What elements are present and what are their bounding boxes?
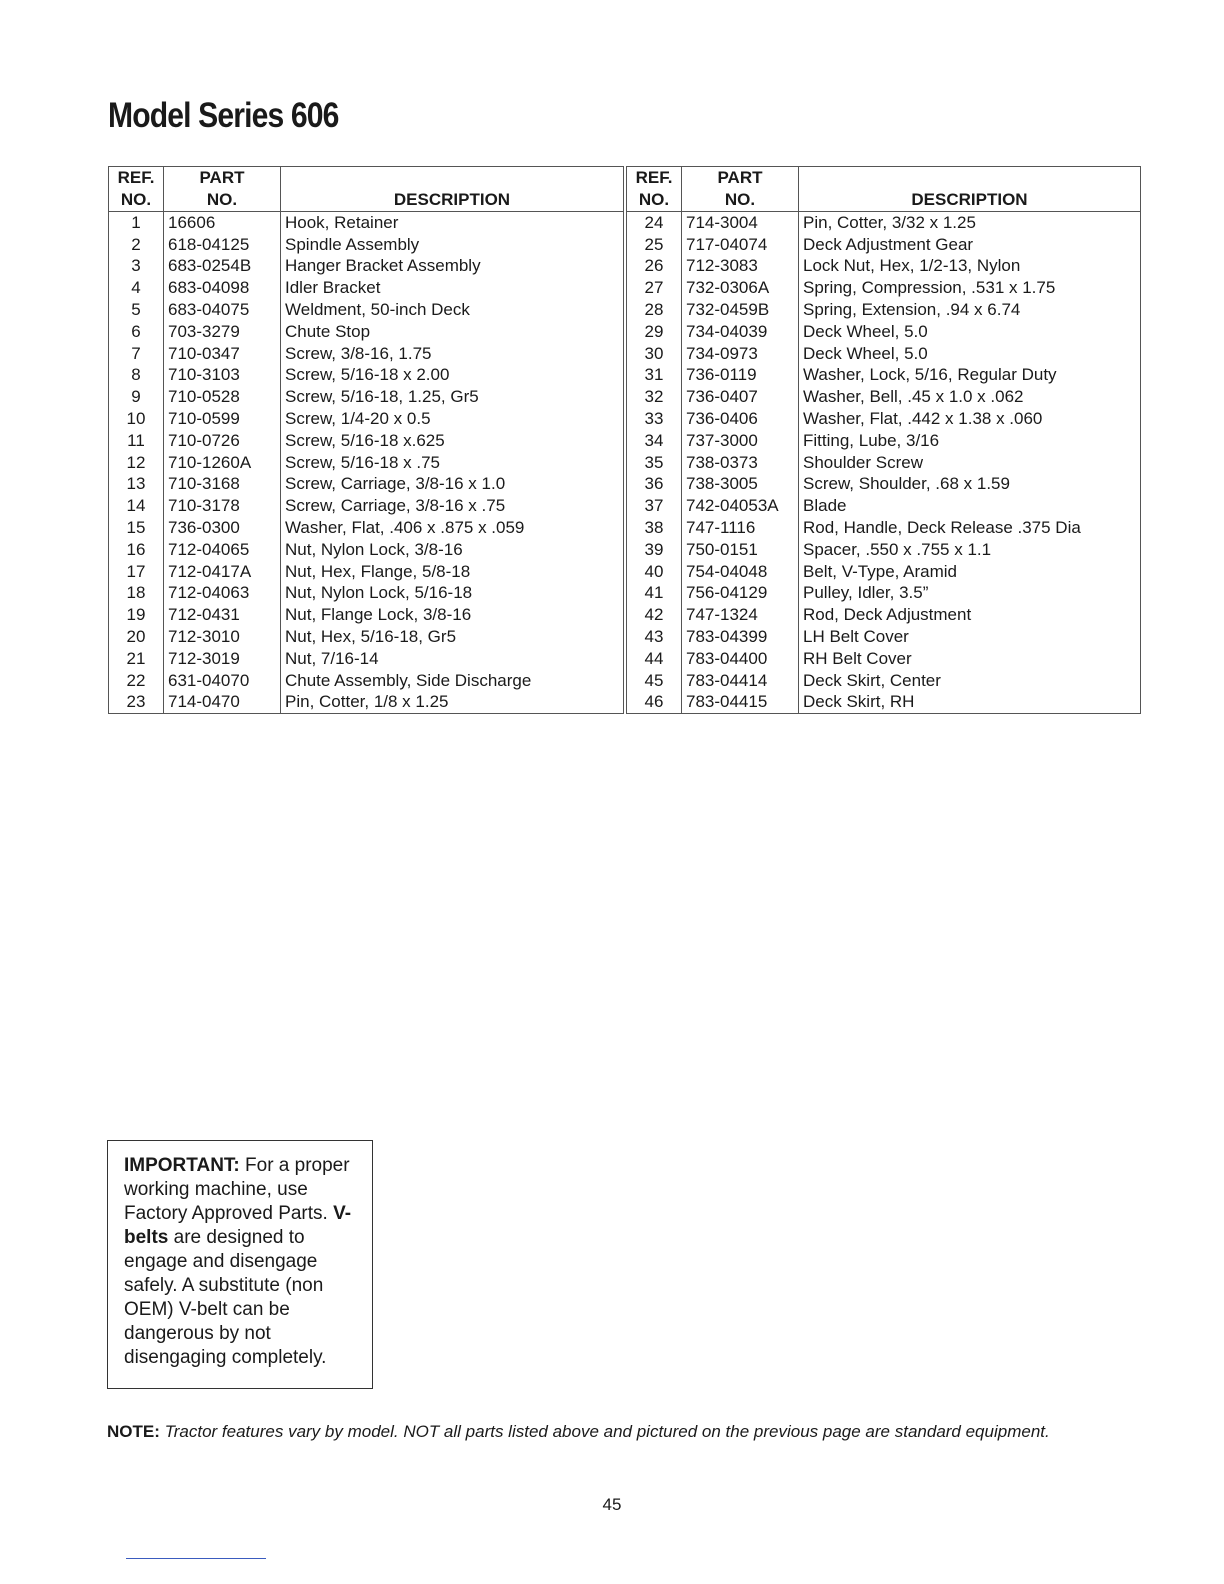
description-cell: Nut, Hex, Flange, 5/8-18 [281,561,624,583]
description-cell: Chute Assembly, Side Discharge [281,670,624,692]
ref-no-cell: 35 [627,452,682,474]
part-no-cell: 756-04129 [682,583,799,605]
table-row [109,561,624,583]
ref-no-cell: 17 [109,561,164,583]
table-row [627,452,1141,474]
table-row [109,604,624,626]
description-cell: Pin, Cotter, 3/32 x 1.25 [799,212,1141,234]
description-cell: Deck Skirt, RH [799,692,1141,714]
ref-no-cell: 34 [627,430,682,452]
description-cell: Nut, Flange Lock, 3/8-16 [281,604,624,626]
ref-no-cell: 29 [627,321,682,343]
part-no-cell: 747-1324 [682,604,799,626]
part-no-cell: 712-04063 [164,583,281,605]
table-row [627,256,1141,278]
table-row [109,692,624,714]
part-no-cell: 710-3168 [164,474,281,496]
description-cell: Spindle Assembly [281,234,624,256]
ref-no-cell: 30 [627,343,682,365]
description-cell: Pin, Cotter, 1/8 x 1.25 [281,692,624,714]
description-cell: RH Belt Cover [799,648,1141,670]
table-row [109,495,624,517]
description-cell: Screw, 5/16-18, 1.25, Gr5 [281,386,624,408]
ref-no-cell: 40 [627,561,682,583]
part-no-cell: 736-0119 [682,365,799,387]
description-cell: Nut, Nylon Lock, 3/8-16 [281,539,624,561]
table-row [109,430,624,452]
part-no-header: PART NO. [164,167,281,212]
note-text: Tractor features vary by model. NOT all parts listed above and pictured on the previous page are standard equipment. [159,1422,1050,1441]
table-row [627,670,1141,692]
part-no-cell: 738-3005 [682,474,799,496]
part-no-cell: 734-04039 [682,321,799,343]
ref-no-cell: 27 [627,277,682,299]
part-no-cell: 736-0300 [164,517,281,539]
part-no-cell: 618-04125 [164,234,281,256]
table-row [627,474,1141,496]
part-no-cell: 710-3178 [164,495,281,517]
description-cell: Hook, Retainer [281,212,624,234]
description-header: DESCRIPTION [799,167,1141,212]
description-cell: Deck Wheel, 5.0 [799,343,1141,365]
important-text-2: are designed to engage and disengage safely. A substitute (non OEM) V-belt can be dangerous by not disengaging completely. [124,1227,327,1368]
ref-no-cell: 22 [109,670,164,692]
important-text-1: For a proper working machine, use Factory Approved Parts. [124,1155,350,1224]
part-no-cell: 783-04399 [682,626,799,648]
ref-no-cell: 44 [627,648,682,670]
table-row [109,343,624,365]
ref-no-cell: 8 [109,365,164,387]
ref-no-cell: 6 [109,321,164,343]
table-row [627,539,1141,561]
part-no-cell: 710-0347 [164,343,281,365]
ref-no-cell: 32 [627,386,682,408]
part-no-cell: 783-04414 [682,670,799,692]
ref-no-cell: 37 [627,495,682,517]
parts-table-left [108,166,624,714]
part-no-cell: 714-3004 [682,212,799,234]
ref-no-cell: 20 [109,626,164,648]
table-row [627,321,1141,343]
table-row [627,604,1141,626]
description-cell: Shoulder Screw [799,452,1141,474]
description-cell: Screw, 3/8-16, 1.75 [281,343,624,365]
part-no-cell: 738-0373 [682,452,799,474]
part-no-cell: 683-04098 [164,277,281,299]
description-cell: LH Belt Cover [799,626,1141,648]
table-row [109,234,624,256]
description-cell: Deck Wheel, 5.0 [799,321,1141,343]
important-label: IMPORTANT: [124,1155,240,1176]
description-cell: Belt, V-Type, Aramid [799,561,1141,583]
note-line [107,1421,1117,1443]
description-cell: Weldment, 50-inch Deck [281,299,624,321]
ref-no-cell: 36 [627,474,682,496]
table-row [627,365,1141,387]
description-cell: Screw, Carriage, 3/8-16 x .75 [281,495,624,517]
ref-no-cell: 16 [109,539,164,561]
table-row [109,256,624,278]
description-cell: Nut, Hex, 5/16-18, Gr5 [281,626,624,648]
part-no-cell: 712-04065 [164,539,281,561]
part-no-cell: 783-04415 [682,692,799,714]
part-no-cell: 710-0599 [164,408,281,430]
description-cell: Pulley, Idler, 3.5” [799,583,1141,605]
parts-table-right [626,166,1141,714]
ref-no-cell: 33 [627,408,682,430]
table-row [627,212,1141,234]
page-number: 45 [602,1495,622,1514]
description-cell: Rod, Handle, Deck Release .375 Dia [799,517,1141,539]
part-no-cell: 683-0254B [164,256,281,278]
part-no-cell: 714-0470 [164,692,281,714]
table-row [627,495,1141,517]
ref-no-cell: 42 [627,604,682,626]
part-no-cell: 717-04074 [682,234,799,256]
part-no-cell: 736-0406 [682,408,799,430]
table-row [109,386,624,408]
part-no-cell: 742-04053A [682,495,799,517]
table-row [109,452,624,474]
page-title: Model Series 606 [108,96,339,135]
table-row [627,583,1141,605]
ref-no-cell: 45 [627,670,682,692]
description-cell: Screw, 5/16-18 x 2.00 [281,365,624,387]
ref-no-cell: 43 [627,626,682,648]
description-cell: Nut, Nylon Lock, 5/16-18 [281,583,624,605]
table-row [627,299,1141,321]
part-no-cell: 734-0973 [682,343,799,365]
description-cell: Lock Nut, Hex, 1/2-13, Nylon [799,256,1141,278]
table-row [109,517,624,539]
ref-no-cell: 23 [109,692,164,714]
part-no-cell: 736-0407 [682,386,799,408]
table-row [627,626,1141,648]
description-cell: Nut, 7/16-14 [281,648,624,670]
table-row [109,648,624,670]
part-no-cell: 754-04048 [682,561,799,583]
note-label: NOTE: [107,1422,160,1441]
ref-no-cell: 13 [109,474,164,496]
part-no-cell: 16606 [164,212,281,234]
table-row [627,692,1141,714]
description-cell: Idler Bracket [281,277,624,299]
table-row [627,517,1141,539]
description-cell: Washer, Lock, 5/16, Regular Duty [799,365,1141,387]
description-cell: Rod, Deck Adjustment [799,604,1141,626]
part-no-cell: 712-3010 [164,626,281,648]
part-no-cell: 732-0459B [682,299,799,321]
part-no-cell: 747-1116 [682,517,799,539]
description-cell: Hanger Bracket Assembly [281,256,624,278]
table-row [109,365,624,387]
part-no-cell: 737-3000 [682,430,799,452]
table-row [627,234,1141,256]
ref-no-cell: 7 [109,343,164,365]
ref-no-cell: 25 [627,234,682,256]
description-cell: Washer, Bell, .45 x 1.0 x .062 [799,386,1141,408]
part-no-cell: 712-0417A [164,561,281,583]
description-cell: Screw, Shoulder, .68 x 1.59 [799,474,1141,496]
description-header: DESCRIPTION [281,167,624,212]
important-bold-vbelts: V-belts [124,1203,352,1248]
ref-no-cell: 19 [109,604,164,626]
part-no-cell: 712-3019 [164,648,281,670]
description-cell: Washer, Flat, .406 x .875 x .059 [281,517,624,539]
table-row [627,561,1141,583]
ref-no-cell: 15 [109,517,164,539]
table-row [109,670,624,692]
ref-no-header: REF. NO. [627,167,682,212]
table-row [109,321,624,343]
description-cell: Screw, 5/16-18 x.625 [281,430,624,452]
ref-no-cell: 46 [627,692,682,714]
description-cell: Screw, Carriage, 3/8-16 x 1.0 [281,474,624,496]
ref-no-cell: 24 [627,212,682,234]
table-row [627,386,1141,408]
table-row [109,626,624,648]
part-no-header: PART NO. [682,167,799,212]
table-row [109,299,624,321]
ref-no-cell: 9 [109,386,164,408]
footer-rule [126,1558,266,1559]
part-no-cell: 712-3083 [682,256,799,278]
ref-no-cell: 38 [627,517,682,539]
table-header-row [109,167,624,212]
description-cell: Chute Stop [281,321,624,343]
description-cell: Screw, 5/16-18 x .75 [281,452,624,474]
ref-no-cell: 10 [109,408,164,430]
ref-no-cell: 3 [109,256,164,278]
description-cell: Spacer, .550 x .755 x 1.1 [799,539,1141,561]
ref-no-cell: 41 [627,583,682,605]
description-cell: Deck Adjustment Gear [799,234,1141,256]
table-row [627,430,1141,452]
table-row [109,212,624,234]
ref-no-cell: 12 [109,452,164,474]
ref-no-cell: 14 [109,495,164,517]
ref-no-cell: 21 [109,648,164,670]
table-row [627,648,1141,670]
part-no-cell: 710-3103 [164,365,281,387]
part-no-cell: 631-04070 [164,670,281,692]
part-no-cell: 710-0726 [164,430,281,452]
ref-no-cell: 39 [627,539,682,561]
description-cell: Fitting, Lube, 3/16 [799,430,1141,452]
ref-no-cell: 18 [109,583,164,605]
table-row [109,277,624,299]
ref-no-cell: 1 [109,212,164,234]
ref-no-cell: 4 [109,277,164,299]
part-no-cell: 703-3279 [164,321,281,343]
table-row [109,583,624,605]
ref-no-cell: 11 [109,430,164,452]
description-cell: Washer, Flat, .442 x 1.38 x .060 [799,408,1141,430]
table-row [627,343,1141,365]
description-cell: Screw, 1/4-20 x 0.5 [281,408,624,430]
description-cell: Spring, Extension, .94 x 6.74 [799,299,1141,321]
part-no-cell: 712-0431 [164,604,281,626]
important-notice-box [107,1140,373,1389]
description-cell: Blade [799,495,1141,517]
part-no-cell: 683-04075 [164,299,281,321]
table-row [109,474,624,496]
ref-no-header: REF. NO. [109,167,164,212]
ref-no-cell: 26 [627,256,682,278]
part-no-cell: 710-1260A [164,452,281,474]
table-row [627,277,1141,299]
ref-no-cell: 5 [109,299,164,321]
part-no-cell: 783-04400 [682,648,799,670]
ref-no-cell: 2 [109,234,164,256]
ref-no-cell: 31 [627,365,682,387]
part-no-cell: 710-0528 [164,386,281,408]
part-no-cell: 750-0151 [682,539,799,561]
table-header-row [627,167,1141,212]
table-row [627,408,1141,430]
description-cell: Deck Skirt, Center [799,670,1141,692]
table-row [109,408,624,430]
table-row [109,539,624,561]
part-no-cell: 732-0306A [682,277,799,299]
description-cell: Spring, Compression, .531 x 1.75 [799,277,1141,299]
ref-no-cell: 28 [627,299,682,321]
